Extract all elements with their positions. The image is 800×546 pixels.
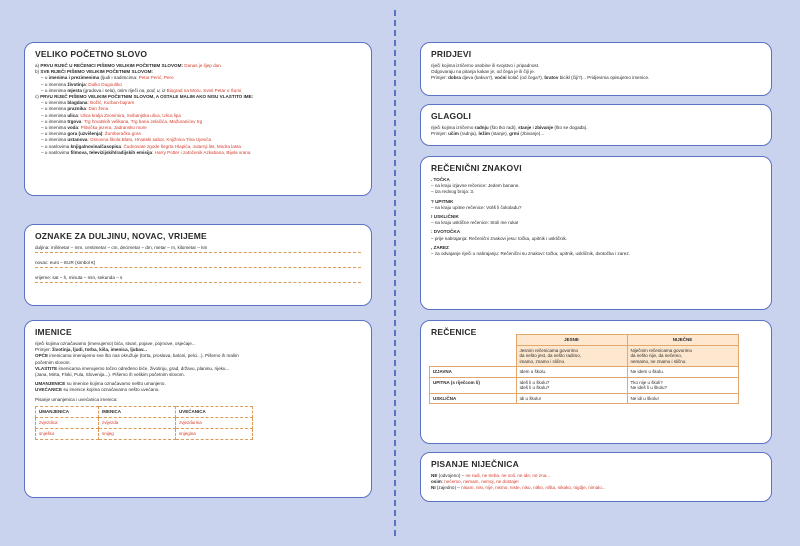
table-header: UVEĆANICA	[176, 406, 253, 417]
table-cell: Jesnim rečenicama govorimo da nešto jest, da nešto radimo, imamo, znamo i slično.	[516, 345, 627, 367]
table-cell: snijeg	[99, 428, 176, 439]
imenice-line: VLASTITE imenicama imenujemo točno određeno biće, životinju, grad, državu, planinu, rijeku...	[35, 365, 230, 371]
card-title: VELIKO POČETNO SLOVO	[35, 49, 148, 59]
rule-c-item: – u imenima praznika: Dan žena	[41, 106, 109, 112]
card-title: OZNAKE ZA DULJINU, NOVAC, VRIJEME	[35, 231, 207, 241]
rule-b: b) SVE RIJEČI PIŠEMO VELIKIM POČETNIM SLOVOM:	[35, 69, 153, 75]
card-title: PISANJE NIJEČNICA	[431, 459, 519, 469]
umanjenice-table	[35, 406, 253, 440]
imenice-line: Pisanje umanjenica i uvećanica imenica:	[35, 396, 118, 402]
table-cell: Ne idem u školu.	[627, 367, 738, 378]
rule-c-item: – u imenima ustanova: Osnovna škola Blato, Hrvatski sabor, Knjižnica Tina Ujevića	[41, 137, 212, 143]
znak-line: – na kraju usklične rečenice: Stoli me ruka!	[431, 220, 519, 226]
table-cell: snješko	[36, 428, 99, 439]
znak-heading: ? UPITNIK	[431, 198, 454, 204]
pisanje-line: osim: nećemo, nemam, nemoj, ne dostaje!	[431, 479, 519, 485]
imenice-line: OPĆE imenicama imenujemo sve što nas okružuje (torta, proslava, baloni, pelci...). Pišemo ih malim	[35, 353, 239, 359]
table-cell: zvjezdurina	[176, 417, 253, 428]
table-cell: Ne idi u školu!	[627, 393, 738, 404]
imenice-line: riječi kojima označavamo (imenujemo) bića, stvari, pojave, pojmove, osjećaje...	[35, 341, 196, 346]
rule-c-item: – u imenima voda: Plitvička jezera, Jadransko more	[41, 125, 147, 131]
table-cell: Niječnim rečenicama govorimo da nešto nije, da nečemo, nemamo, ne znamo i slično.	[627, 345, 738, 367]
table-cell: Tko nije u školi? Ne ideš li u školu?	[627, 377, 738, 393]
pridjevi-line: Odgovaraju na pitanja kakav je, od čega je ili čiji je.	[431, 69, 535, 75]
card-imenice	[24, 320, 372, 498]
table-header: JESNE	[516, 335, 627, 346]
rule-b3: – u imenima mjesta (gradova i sela), osim riječi na, pod, u, iz Biograd na Moru, Sveti Petar u Šumi	[41, 87, 242, 93]
pridjevi-line: Primjer: dobra djeva (kakva?), voćni kolač (od čega?), bratov bicikl (čiji?)... Pridjevima opisujemo imenice.	[431, 75, 650, 81]
imenice-line: Primjer: životinja, ljudi, torba, kiša, imenica, ljubav...	[35, 347, 147, 353]
imenice-line: (Jana, Mirta, Floki, Pula, Slovenija...). Pišemo ih velikim početnim slovom.	[35, 372, 185, 378]
znak-line: – za odvajanje riječi u nabrajanju: Rečenični su znakovi: točka, upitnik, uskličnik, dvotočka i zarez.	[431, 251, 630, 257]
imenice-line: UVEĆANICE su imenice kojima označavamo nešto uvećano.	[35, 387, 160, 393]
rule-c-item: – u imenima blagdana: Božić, Kurban-bajram	[41, 100, 135, 106]
rule-c-item: – u imenima ulica: Ulica kralja Zvonimira, Svibanjska ulica, Ulica lipa	[41, 112, 181, 118]
glagoli-line: riječi kojima izričemo radnju (što tko radi), stanje i zbivanje (što se događa).	[431, 125, 588, 130]
table-cell: Idi u školu!	[516, 393, 627, 404]
card-glagoli	[420, 104, 772, 146]
pridjevi-line: riječi kojima izričemo osobine ili svojstvo i pripadnost.	[431, 63, 540, 68]
card-pisanje-nijecnica	[420, 452, 772, 502]
table-header: IMENICA	[99, 406, 176, 417]
znak-heading: : DVOTOČKA	[431, 229, 461, 235]
card-title: REČENIČNI ZNAKOVI	[431, 163, 522, 173]
row-label: UPITNA (s riječcom li)	[430, 377, 517, 393]
znak-heading: ! USKLIČNIK	[431, 214, 459, 220]
table-header: NIJEČNE	[627, 335, 738, 346]
glagoli-line: Primjer: učim (radnja), ležim (stanje), grmi (zbivanje)...	[431, 131, 545, 137]
table-cell: zvjezdica	[36, 417, 99, 428]
page-divider	[394, 10, 396, 536]
table-cell: Idem u školu.	[516, 367, 627, 378]
row-label: IZJAVNA	[430, 367, 517, 378]
card-title: IMENICE	[35, 327, 72, 337]
oznake-row: novac: euro – EUR (simbol €)	[35, 260, 361, 268]
card-oznake	[24, 224, 372, 306]
znak-line: – iza rednog broja: 3.	[431, 189, 475, 195]
rule-c-item: – u naslovima filmova, televizijskih/radijskih emisija: Harry Potter i zatočenik Azkabana, Bijela vrana	[41, 149, 251, 155]
znak-heading: , ZAREZ	[431, 244, 449, 250]
card-recenice	[420, 320, 772, 444]
rule-c: c) PRVU RIJEČ PIŠEMO VELIKIM POČETNIM SLOVOM, A OSTALE MALIM AKO NISU VLASTITO IME:	[35, 94, 254, 100]
card-title: PRIDJEVI	[431, 49, 472, 59]
card-veliko-slovo	[24, 42, 372, 196]
table-cell: Ideš li u školu? Ideš li u školu?	[516, 377, 627, 393]
card-title: GLAGOLI	[431, 111, 472, 121]
rule-c-item: – u imenima gora (uzvišenja): Žumberačka gora	[41, 131, 141, 137]
pisanje-line: NE (odvojeno) – ne radi, ne treba, ne voli, ne ide, ne zna...	[431, 473, 551, 478]
imenice-line: UMANJENICE su imenice kojima označavamo nešto umanjeno.	[35, 381, 166, 387]
rule-c-item: – u imenima trgova: Trg hrvatskih velikana, Trg bana Jelačića, Mažuranićev trg	[41, 118, 203, 124]
recenice-table	[429, 334, 739, 404]
row-label: USKLIČNA	[430, 393, 517, 404]
pisanje-line: NI (zajedno) – nisam, nisi, nije, nismo, niste, nisu, nitko, ništa, nikako, nigdje, nimalo...	[431, 485, 606, 491]
oznake-row: duljina: milimetar – mm, centimetar – cm, decimetar – dm, metar – m, kilometar – km	[35, 245, 361, 253]
table-header: UMANJENICA	[36, 406, 99, 417]
imenice-line: početnim slovom.	[35, 359, 71, 365]
znak-line: – prije nabrajanja: Rečenični znakovi jesu: točka, upitnik i uskličnik.	[431, 235, 568, 241]
znak-line: – na kraju upitne rečenice: Voliš li čokoladu?	[431, 204, 522, 210]
rule-b2: – u imenima životinja: Dulko Dugouško	[41, 81, 122, 87]
rule-a: a) PRVU RIJEČ U REČENICI PIŠEMO VELIKIM POČETNIM SLOVOM: Danas je lijep dan.	[35, 63, 223, 68]
znak-heading: . TOČKA	[431, 177, 450, 182]
rule-b1: – u imenima i prezimenima (ljudi i nadimcima: Petar Perić, Pero	[41, 75, 174, 81]
rule-c-item: – u naslovima knjiga/novina/časopisa: Čudnovate zgode šegrta Hlapića, Jutarnji list, Modra lasta	[41, 143, 241, 149]
table-cell: zvijezda	[99, 417, 176, 428]
table-cell: snjegina	[176, 428, 253, 439]
oznake-row: vrijeme: sat – h, minuta – min, sekunda – s	[35, 275, 361, 283]
znak-line: – na kraju izjavne rečenice: Jedem banane.	[431, 183, 520, 189]
card-pridjevi	[420, 42, 772, 96]
card-title: REČENICE	[431, 327, 477, 337]
card-recenicni-znakovi	[420, 156, 772, 310]
